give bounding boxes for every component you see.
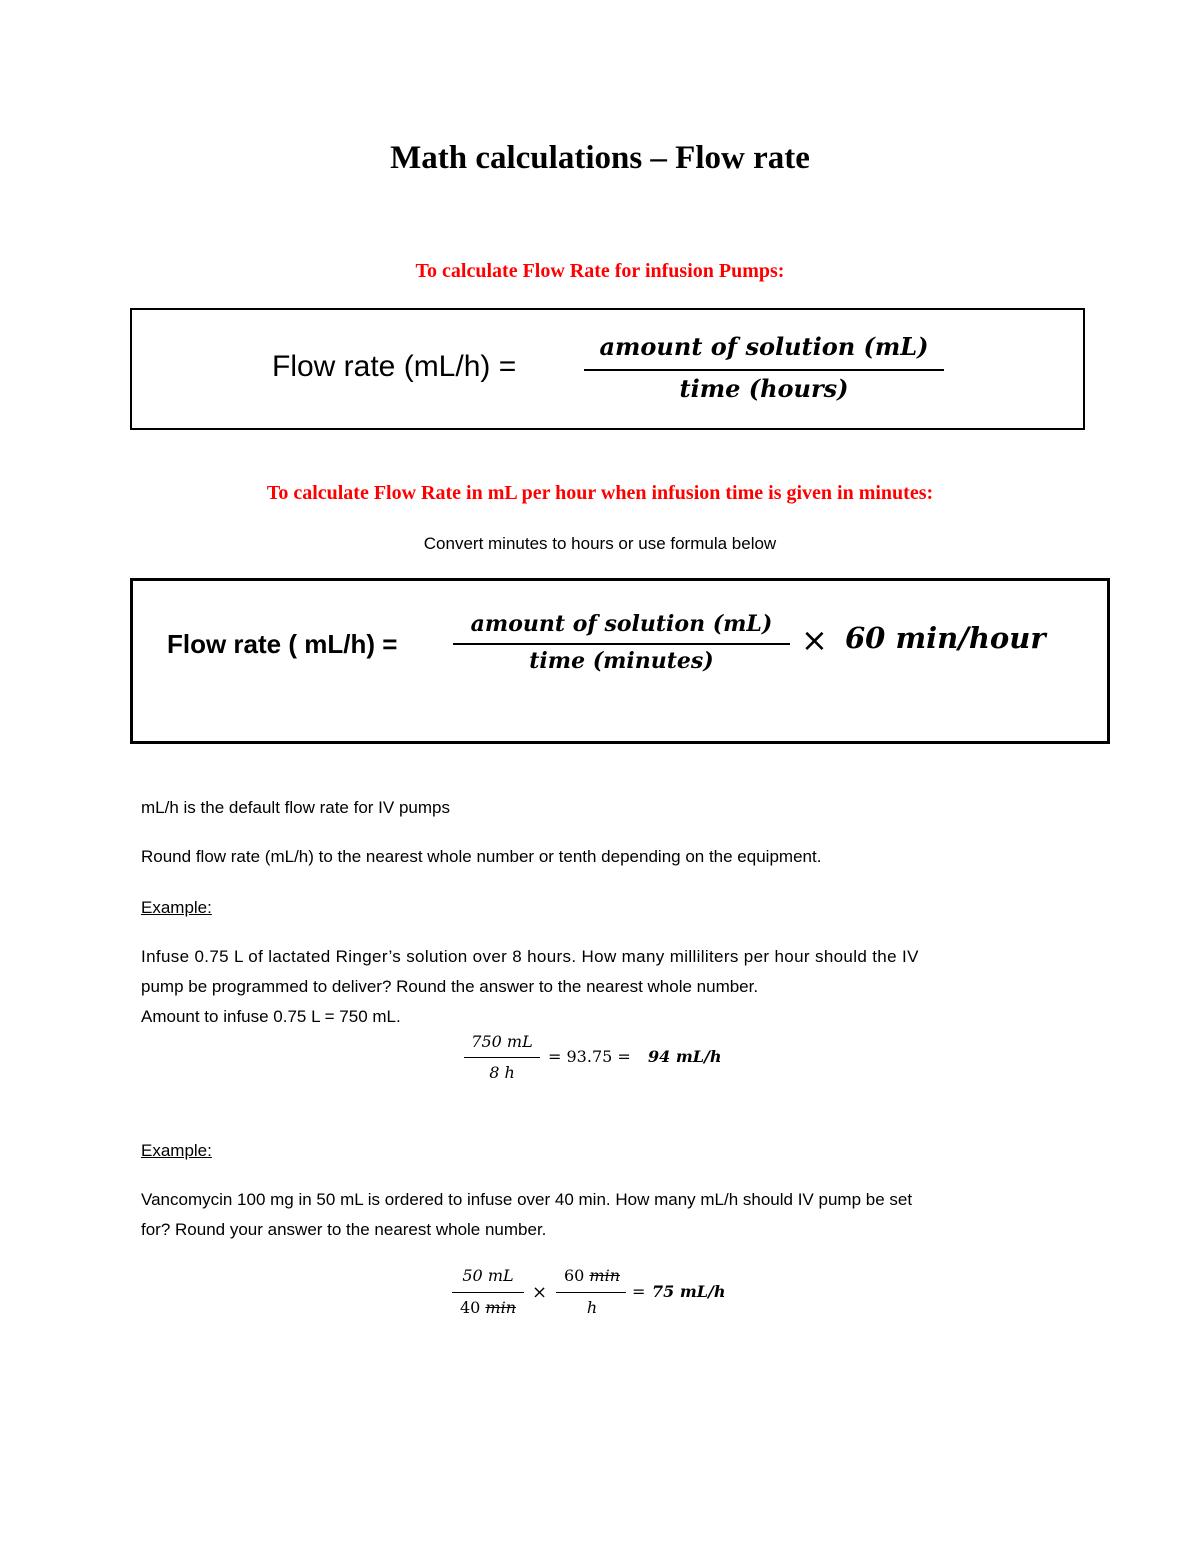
formula-box-minutes: [130, 578, 1110, 744]
fraction-bar: [584, 369, 944, 371]
section1-heading: To calculate Flow Rate for infusion Pumps:: [415, 260, 785, 282]
eq1-numerator: 750 mL: [471, 1032, 533, 1051]
example2-question-line2: for? Round your answer to the nearest whole number.: [141, 1220, 547, 1239]
formula-denominator: time (hours): [679, 374, 849, 403]
default-rate-note: mL/h is the default flow rate for IV pumps: [141, 798, 450, 817]
example2-equation: [450, 1264, 770, 1328]
formula-box-hours: [130, 308, 1085, 430]
section2-note: Convert minutes to hours or use formula below: [423, 534, 777, 553]
eq2-frac1-numerator: 50 mL: [462, 1266, 514, 1285]
eq2-frac1-den-unit: min: [485, 1298, 517, 1317]
example1-question-line1: Infuse 0.75 L of lactated Ringer’s solution over 8 hours. How many milliliters per hour should the IV: [141, 947, 919, 966]
fraction-bar: [464, 1057, 540, 1058]
section2-heading: To calculate Flow Rate in mL per hour when infusion time is given in minutes:: [266, 482, 934, 504]
eq1-denominator: 8 h: [489, 1063, 515, 1082]
formula-factor: 60 min/hour: [845, 621, 1046, 655]
eq2-equals: =: [632, 1282, 646, 1301]
example1-label: Example:: [141, 898, 212, 917]
page-title: Math calculations – Flow rate: [390, 140, 810, 176]
eq1-intermediate: = 93.75 =: [548, 1047, 631, 1066]
formula-denominator: time (minutes): [529, 648, 714, 674]
eq2-frac2-num-unit: min: [589, 1266, 621, 1285]
formula-lhs: Flow rate (mL/h) =: [272, 350, 517, 383]
rounding-note: Round flow rate (mL/h) to the nearest whole number or tenth depending on the equipment.: [141, 847, 822, 866]
example1-equation: [462, 1030, 762, 1090]
eq2-frac1-den-number: 40: [459, 1298, 481, 1317]
example2-question-line1: Vancomycin 100 mg in 50 mL is ordered to infuse over 40 min. How many mL/h should IV pump be set: [141, 1190, 913, 1209]
example1-question-line2: pump be programmed to deliver? Round the answer to the nearest whole number.: [141, 977, 759, 996]
eq2-frac2-numerator: [554, 1266, 630, 1285]
eq2-frac2-denominator: h: [586, 1298, 598, 1317]
example1-conversion: Amount to infuse 0.75 L = 750 mL.: [141, 1007, 401, 1026]
times-symbol: ×: [801, 621, 828, 659]
eq1-answer: 94 mL/h: [648, 1047, 722, 1066]
formula-numerator: amount of solution (mL): [470, 611, 773, 637]
eq2-frac2-num-number: 60: [563, 1266, 585, 1285]
eq2-frac1-denominator: [450, 1298, 526, 1317]
fraction-bar: [556, 1292, 626, 1293]
eq2-answer: 75 mL/h: [652, 1282, 726, 1301]
formula-numerator: amount of solution (mL): [599, 332, 929, 361]
formula-lhs: Flow rate ( mL/h) =: [167, 629, 398, 659]
example2-label: Example:: [141, 1141, 212, 1160]
fraction-bar: [452, 1292, 524, 1293]
eq2-times: ×: [532, 1282, 548, 1303]
fraction-bar: [453, 643, 790, 645]
